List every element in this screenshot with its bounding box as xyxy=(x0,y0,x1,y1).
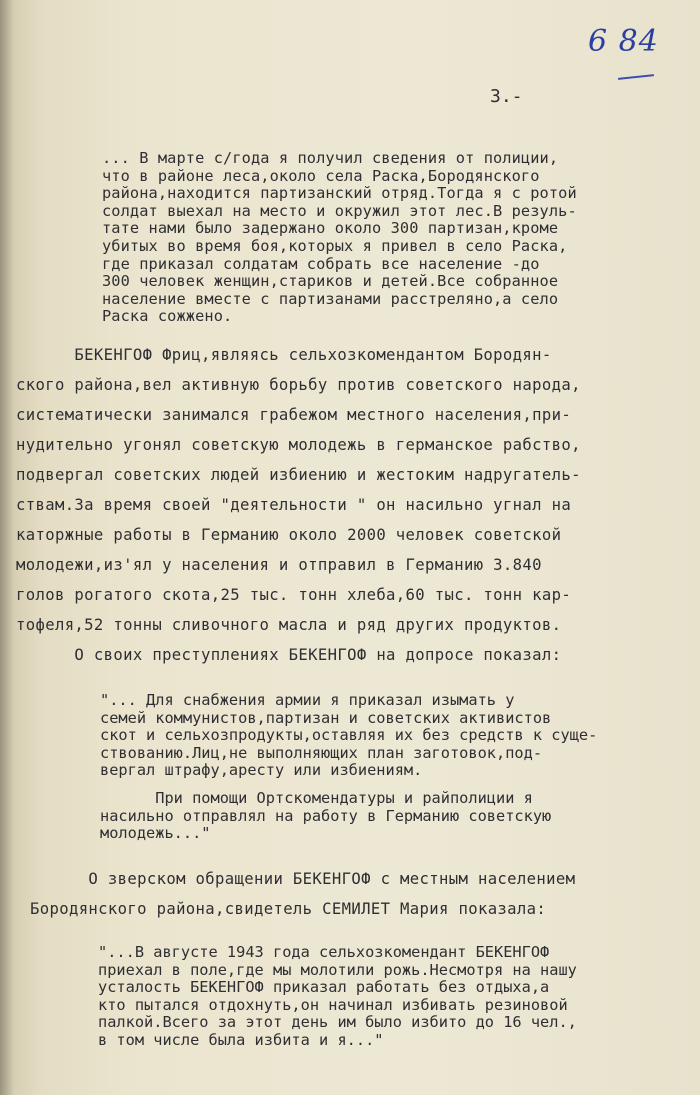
quote-bekengof-confession: "... Для снабжения армии я приказал изымать у семей коммунистов,партизан и советских активистов скот и сельхозпродукты,оставляя их без средств к суще- ствованию.Лиц,не выполняющих план заготовок,под- вергал штрафу,аресту или избиениям. xyxy=(100,691,598,780)
page-number: 3.- xyxy=(490,86,523,107)
page-edge-shadow xyxy=(0,0,14,1095)
archive-page-number: 6 84 xyxy=(588,24,659,59)
quote-testimony-raska: ... В марте с/года я получил сведения от полиции, что в районе леса,около села Раска,Бородянского района,находится партизанский отряд.Тогда я с ротой солдат выехал на место и окружил этот лес.В резуль- тате нами было задержано около 300 партизан,кроме убитых во время боя,которых я привел в село Раска, где приказал солдатам собрать все население -до 300 человек женщин,стариков и детей.Все собранное население вместе с партизанами расстреляно,а село Раска сожжено. xyxy=(102,149,577,326)
archive-underline xyxy=(618,74,654,80)
paragraph-witness-intro: О зверском обращении БЕКЕНГОФ с местным населением Бородянского района,свидетель СЕМИЛЕТ Мария показала: xyxy=(30,870,576,918)
paragraph-bekengof-activity: БЕКЕНГОФ Фриц,являясь сельхозкомендантом Бородян- ского района,вел активную борьбу против советского народа, систематически занимался грабежом местного населения,при- нудительно угонял советскую молодежь в германское рабство, подвергал советских людей избиению и жестоким надругатель- ствам.За время своей "деятельности " он насильно угнал на каторжные работы в Германию около 2000 человек советской молодежи,из'ял у населения и отправил в Германию 3.840 голов рогатого скота,25 тыс. тонн хлеба,60 тыс. тонн кар- тофеля,52 тонны сливочного масла и ряд других продуктов. О своих преступлениях БЕКЕНГОФ на допросе показал: xyxy=(16,346,581,664)
quote-witness-semilet: "...В августе 1943 года сельхозкомендант БЕКЕНГОФ приехал в поле,где мы молотили рожь.Несмотря на нашу усталость БЕКЕНГОФ приказал работать без отдыха,а кто пытался отдохнуть,он начинал избивать резиновой палкой.Всего за этот день им было избито до 16 чел., в том числе была избита и я..." xyxy=(98,943,577,1049)
quote-bekengof-confession-continued: При помощи Ортскомендатуры и райполиции я насильно отправлял на работу в Германию советскую молодежь..." xyxy=(100,789,552,843)
